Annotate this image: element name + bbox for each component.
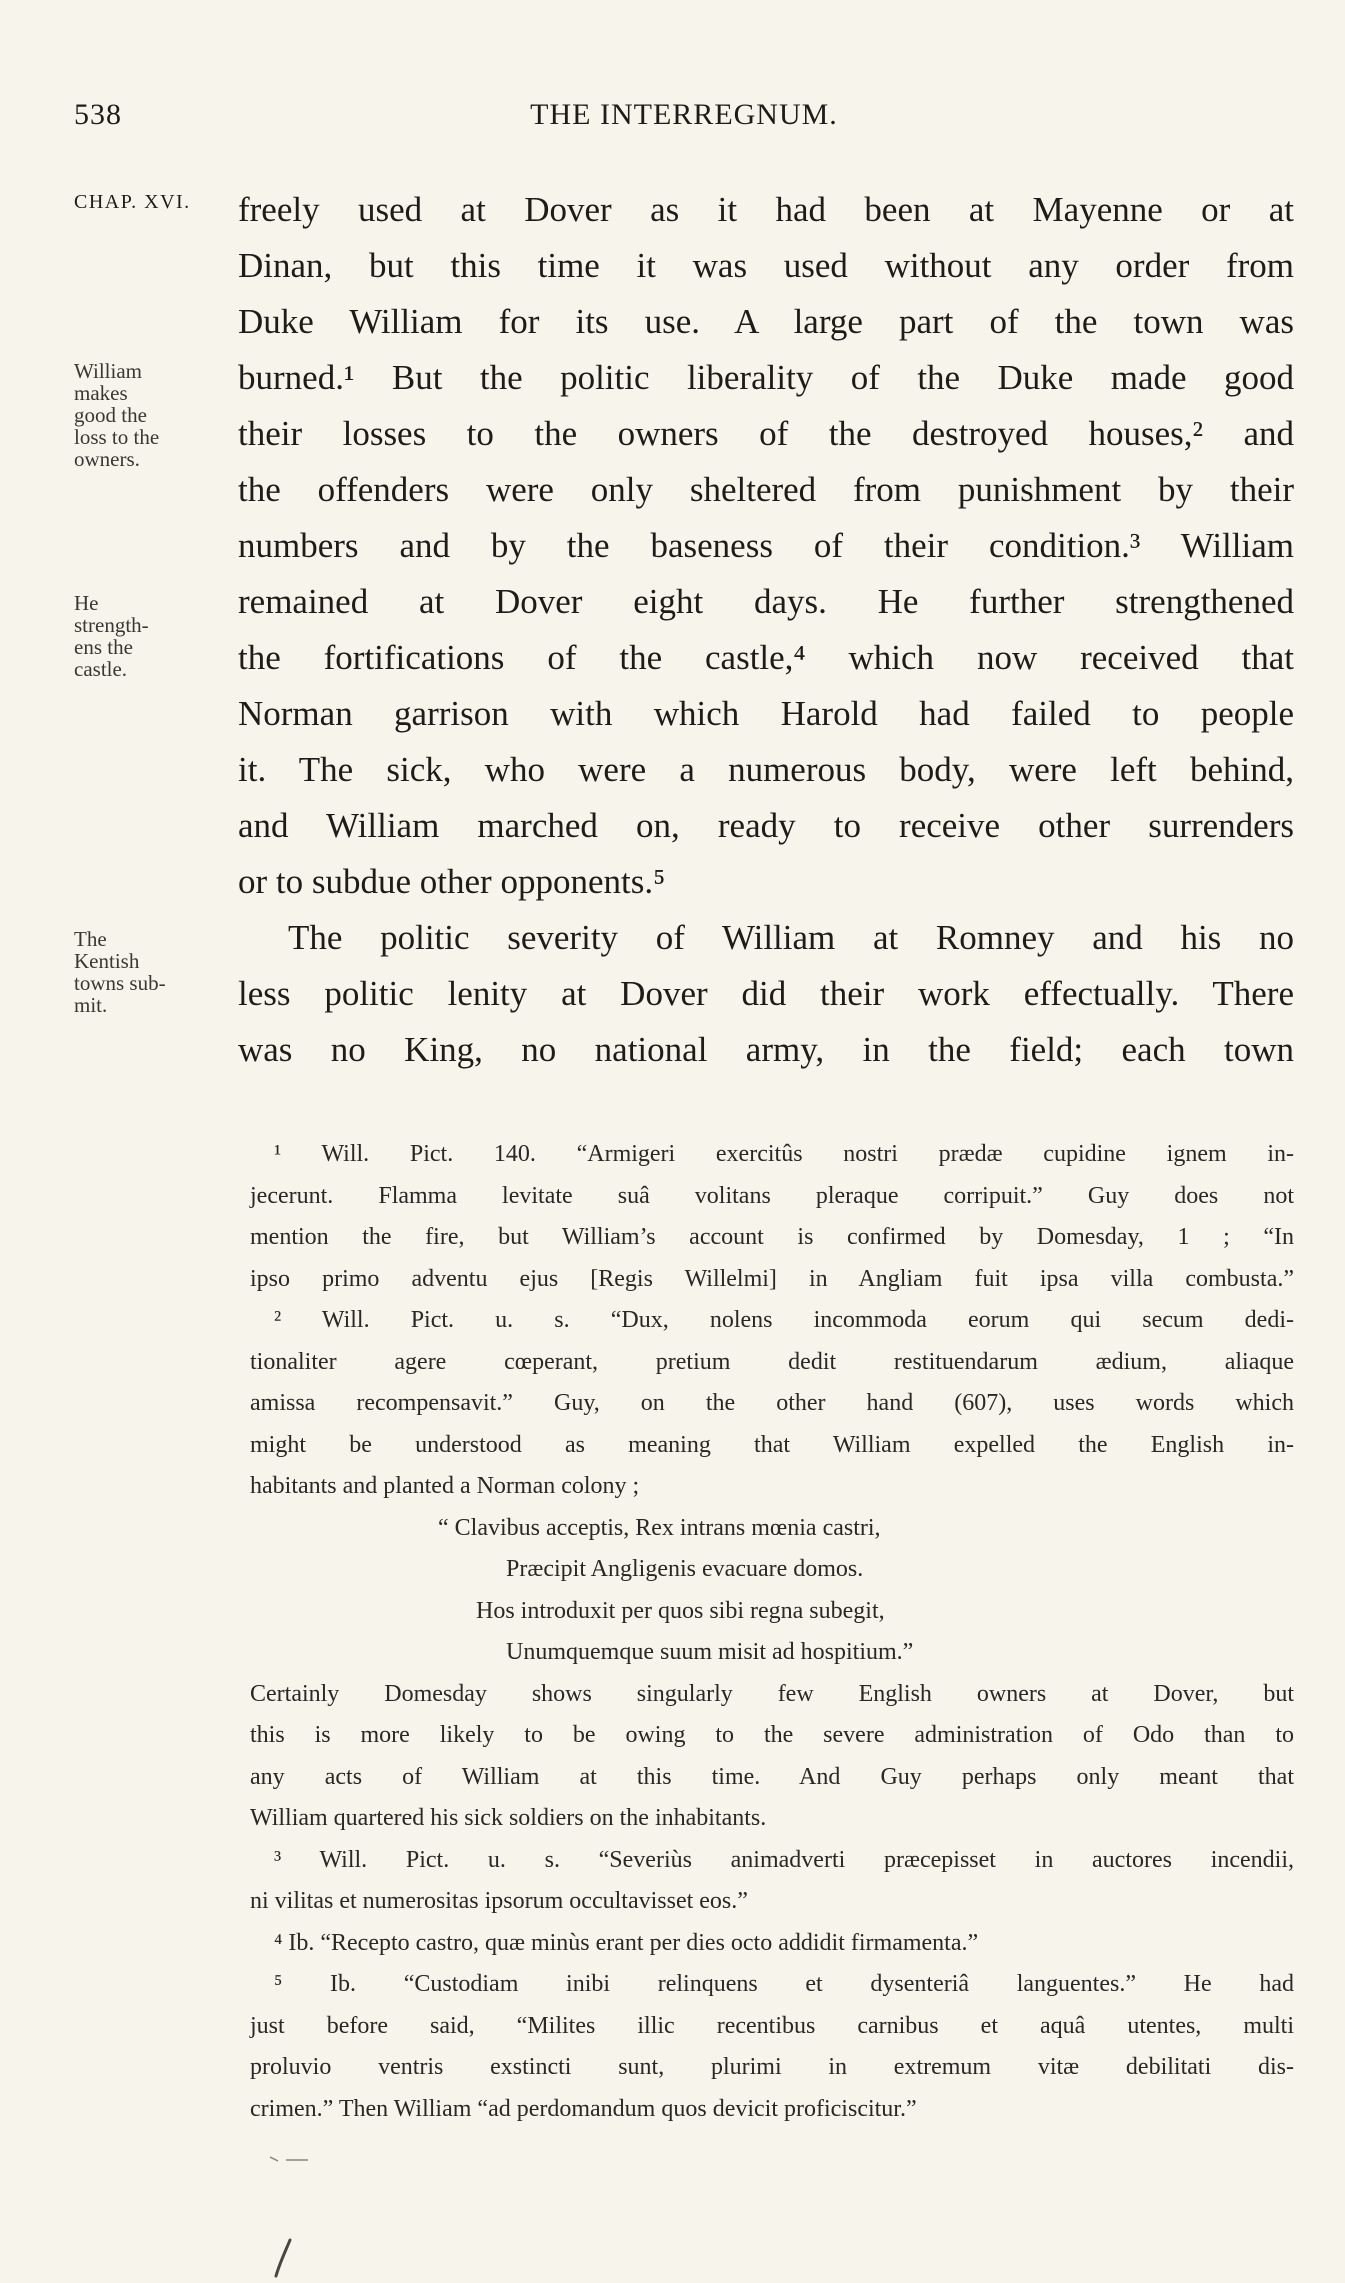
side-note-kentish-towns bbox=[74, 928, 224, 1016]
chapter-label: CHAP. XVI. bbox=[74, 191, 191, 213]
side-note-line: mit. bbox=[74, 993, 108, 1017]
side-note-line: William bbox=[74, 359, 142, 383]
footnote-line: tionaliter agere cœperant, pretium dedit restituendarum ædium, aliaque bbox=[250, 1348, 1294, 1375]
running-head: THE INTERREGNUM. bbox=[530, 98, 838, 131]
body-line: it. The sick, who were a numerous body, were left behind, bbox=[238, 750, 1294, 789]
footnote-line: ¹ Will. Pict. 140. “Armigeri exercitûs nostri prædæ cupidine ignem in- bbox=[274, 1141, 1294, 1167]
side-note-line: makes bbox=[74, 381, 128, 405]
body-line: Norman garrison with which Harold had failed to people bbox=[238, 694, 1294, 733]
body-line: freely used at Dover as it had been at Mayenne or at bbox=[238, 190, 1294, 229]
body-line: Duke William for its use. A large part of the town was bbox=[238, 302, 1294, 341]
body-line: numbers and by the baseness of their condition.³ William bbox=[238, 526, 1294, 565]
side-note-line: good the bbox=[74, 403, 147, 427]
footnote-line: ⁴ Ib. “Recepto castro, quæ minùs erant per dies octo addidit firmamenta.” bbox=[274, 1929, 979, 1956]
body-line: The politic severity of William at Romney and his no bbox=[288, 918, 1294, 957]
footnote-line: ni vilitas et numerositas ipsorum occultavisset eos.” bbox=[250, 1888, 748, 1914]
page-header bbox=[74, 98, 1294, 138]
body-line: the offenders were only sheltered from punishment by their bbox=[238, 470, 1294, 509]
body-line: Dinan, but this time it was used without any order from bbox=[238, 246, 1294, 285]
footnote-line: ⁵ Ib. “Custodiam inibi relinquens et dysenteriâ languentes.” He had bbox=[274, 1971, 1294, 1997]
body-line: or to subdue other opponents.⁵ bbox=[238, 862, 666, 901]
verse-line: Unumquemque suum misit ad hospitium.” bbox=[506, 1639, 914, 1665]
footnote-4 bbox=[250, 1923, 1294, 1965]
footnote-line: proluvio ventris exstincti sunt, plurimi in extremum vitæ debilitati dis- bbox=[250, 2054, 1294, 2080]
verse-line: “ Clavibus acceptis, Rex intrans mœnia castri, bbox=[438, 1514, 881, 1541]
footnote-2 bbox=[250, 1300, 1294, 1508]
footnote-line: crimen.” Then William “ad perdomandum quos devicit proficiscitur.” bbox=[250, 2095, 917, 2122]
footnote-1 bbox=[250, 1134, 1294, 1300]
side-note-line: The bbox=[74, 927, 107, 951]
body-line: less politic lenity at Dover did their work effectually. There bbox=[238, 974, 1294, 1013]
side-note-strengthens-castle bbox=[74, 592, 224, 680]
footnote-verse bbox=[250, 1508, 1294, 1674]
footnote-line: amissa recompensavit.” Guy, on the other hand (607), uses words which bbox=[250, 1390, 1294, 1416]
footnote-line: ³ Will. Pict. u. s. “Severiùs animadverti præcepisset in auctores incendii, bbox=[274, 1846, 1294, 1873]
footnote-line: habitants and planted a Norman colony ; bbox=[250, 1473, 640, 1499]
footnotes bbox=[250, 1134, 1294, 2130]
side-note-line: ens the bbox=[74, 635, 133, 659]
side-note-line: loss to the bbox=[74, 425, 160, 449]
side-note-line: Kentish bbox=[74, 949, 140, 973]
body-line: burned.¹ But the politic liberality of the Duke made good bbox=[238, 358, 1294, 397]
side-note-line: castle. bbox=[74, 657, 128, 681]
body-line: the fortifications of the castle,⁴ which now received that bbox=[238, 638, 1294, 677]
ink-mark-stroke bbox=[270, 2236, 300, 2281]
side-note-line: He bbox=[74, 591, 99, 615]
footnote-line: just before said, “Milites illic recentibus carnibus et aquâ utentes, multi bbox=[250, 2012, 1294, 2039]
footnote-line: mention the fire, but William’s account is confirmed by Domesday, 1 ; “In bbox=[250, 1224, 1294, 1250]
footnote-line: ² Will. Pict. u. s. “Dux, nolens incommoda eorum qui secum dedi- bbox=[274, 1307, 1294, 1333]
body-line: remained at Dover eight days. He further strengthened bbox=[238, 582, 1294, 621]
page-number: 538 bbox=[74, 98, 122, 131]
body-line: and William marched on, ready to receive other surrenders bbox=[238, 806, 1294, 845]
footnote-line: ipso primo adventu ejus [Regis Willelmi] in Angliam fuit ipsa villa combusta.” bbox=[250, 1265, 1294, 1292]
footnote-line: might be understood as meaning that William expelled the English in- bbox=[250, 1431, 1294, 1458]
footnote-line: any acts of William at this time. And Guy perhaps only meant that bbox=[250, 1763, 1294, 1790]
verse-line: Præcipit Angligenis evacuare domos. bbox=[506, 1556, 864, 1582]
footnote-2-continued bbox=[250, 1674, 1294, 1840]
footnote-line: jecerunt. Flamma levitate suâ volitans pleraque corripuit.” Guy does not bbox=[250, 1182, 1294, 1209]
body-text bbox=[238, 182, 1294, 1078]
side-note-line: owners. bbox=[74, 447, 140, 471]
side-note-william-makes-good bbox=[74, 360, 224, 470]
footnote-3 bbox=[250, 1840, 1294, 1923]
side-note-line: strength- bbox=[74, 613, 149, 637]
ink-mark-dash bbox=[268, 2153, 328, 2165]
side-note-line: towns sub- bbox=[74, 971, 166, 995]
footnote-line: William quartered his sick soldiers on the inhabitants. bbox=[250, 1805, 767, 1831]
body-line: their losses to the owners of the destroyed houses,² and bbox=[238, 414, 1294, 453]
footnote-line: Certainly Domesday shows singularly few English owners at Dover, but bbox=[250, 1680, 1294, 1707]
verse-line: Hos introduxit per quos sibi regna subegit, bbox=[476, 1597, 885, 1624]
body-line: was no King, no national army, in the field; each town bbox=[238, 1030, 1294, 1069]
footnote-line: this is more likely to be owing to the severe administration of Odo than to bbox=[250, 1722, 1294, 1748]
footnote-5 bbox=[250, 1964, 1294, 2130]
